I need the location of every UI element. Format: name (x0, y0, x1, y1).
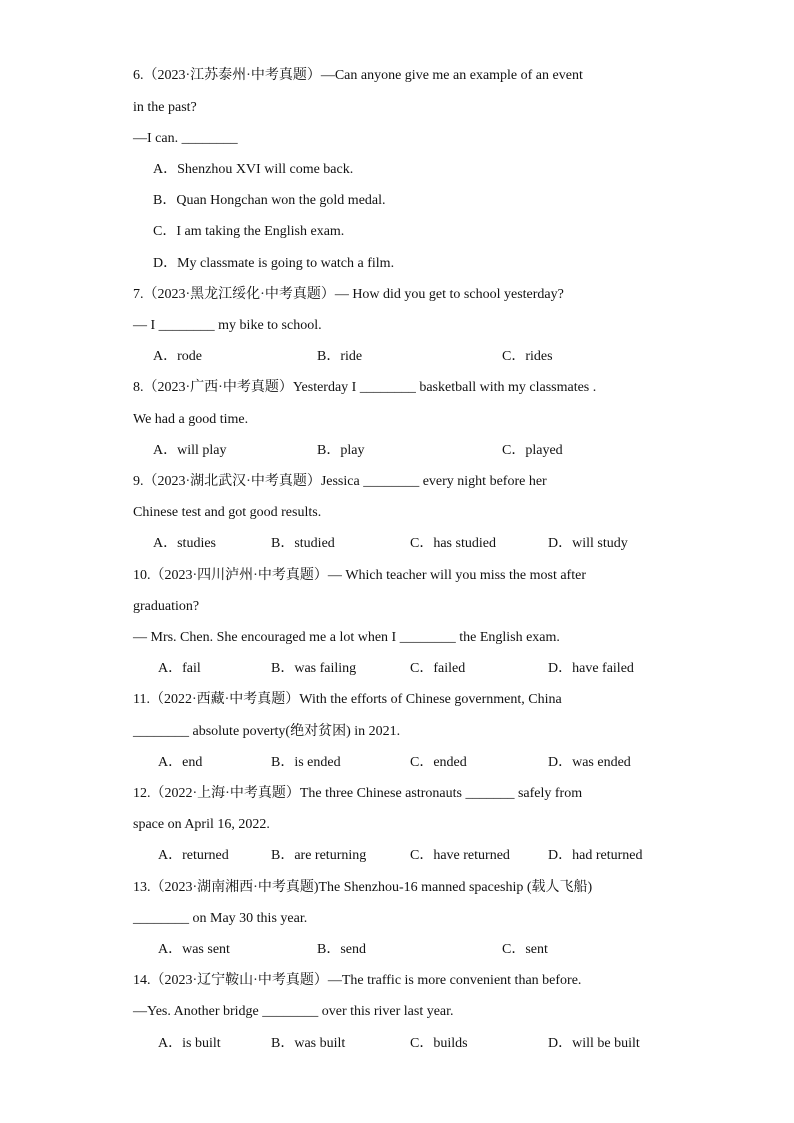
question-14-stem-line-2: —Yes. Another bridge ________ over this river last year. (133, 1004, 454, 1019)
question-13-option-b[interactable]: B．send (317, 942, 366, 957)
question-6-option-c[interactable]: C．I am taking the English exam. (153, 224, 345, 239)
question-12-option-b[interactable]: B．are returning (271, 848, 367, 863)
question-9-option-b[interactable]: B．studied (271, 536, 335, 551)
question-8-stem-line-2: We had a good time. (133, 412, 249, 427)
question-12-option-c[interactable]: C．have returned (410, 848, 510, 863)
question-11-option-b[interactable]: B．is ended (271, 755, 341, 770)
question-13-option-c[interactable]: C．sent (502, 942, 548, 957)
question-6-stem-line-3: —I can. ________ (133, 131, 238, 146)
question-9-option-d[interactable]: D．will study (548, 536, 628, 551)
question-6-stem-line-1: 6.（2023·江苏泰州·中考真题）—Can anyone give me an example of an event (133, 68, 583, 83)
question-13-option-a[interactable]: A．was sent (158, 942, 230, 957)
question-11-stem-line-2: ________ absolute poverty(绝对贫困) in 2021. (133, 724, 401, 739)
question-13-stem-line-2: ________ on May 30 this year. (133, 911, 308, 926)
question-8-option-b[interactable]: B．play (317, 443, 365, 458)
question-10-stem-line-3: — Mrs. Chen. She encouraged me a lot when I ________ the English exam. (133, 630, 560, 645)
question-6-option-a[interactable]: A．Shenzhou XVI will come back. (153, 162, 354, 177)
question-7-option-a[interactable]: A．rode (153, 349, 202, 364)
question-11-stem-line-1: 11.（2022·西藏·中考真题）With the efforts of Chinese government, China (133, 692, 562, 707)
question-7-option-c[interactable]: C．rides (502, 349, 553, 364)
question-14-option-a[interactable]: A．is built (158, 1036, 221, 1051)
question-12-stem-line-1: 12.（2022·上海·中考真题）The three Chinese astronauts _______ safely from (133, 786, 583, 801)
question-6-option-d[interactable]: D．My classmate is going to watch a film. (153, 256, 395, 271)
question-10-option-a[interactable]: A．fail (158, 661, 201, 676)
question-6-option-b[interactable]: B．Quan Hongchan won the gold medal. (153, 193, 386, 208)
question-14-stem-line-1: 14.（2023·辽宁鞍山·中考真题）—The traffic is more convenient than before. (133, 973, 582, 988)
question-10-option-b[interactable]: B．was failing (271, 661, 357, 676)
question-13-stem-line-1: 13.（2023·湖南湘西·中考真题)The Shenzhou-16 manned spaceship (载人飞船) (133, 880, 593, 895)
question-9-stem-line-1: 9.（2023·湖北武汉·中考真题）Jessica ________ every night before her (133, 474, 547, 489)
question-14-option-b[interactable]: B．was built (271, 1036, 346, 1051)
question-14-option-c[interactable]: C．builds (410, 1036, 468, 1051)
question-10-stem-line-2: graduation? (133, 599, 200, 614)
question-10-option-d[interactable]: D．have failed (548, 661, 634, 676)
question-11-option-d[interactable]: D．was ended (548, 755, 631, 770)
question-8-option-c[interactable]: C．played (502, 443, 563, 458)
question-8-option-a[interactable]: A．will play (153, 443, 227, 458)
question-8-stem-line-1: 8.（2023·广西·中考真题）Yesterday I ________ basketball with my classmates . (133, 380, 597, 395)
question-14-option-d[interactable]: D．will be built (548, 1036, 640, 1051)
question-12-option-a[interactable]: A．returned (158, 848, 229, 863)
question-7-stem-line-1: 7.（2023·黑龙江绥化·中考真题）— How did you get to school yesterday? (133, 287, 564, 302)
question-9-stem-line-2: Chinese test and got good results. (133, 505, 322, 520)
question-10-option-c[interactable]: C．failed (410, 661, 466, 676)
question-12-option-d[interactable]: D．had returned (548, 848, 643, 863)
question-7-stem-line-2: — I ________ my bike to school. (133, 318, 322, 333)
question-12-stem-line-2: space on April 16, 2022. (133, 817, 270, 832)
question-11-option-c[interactable]: C．ended (410, 755, 467, 770)
question-9-option-a[interactable]: A．studies (153, 536, 216, 551)
question-6-stem-line-2: in the past? (133, 100, 197, 115)
question-10-stem-line-1: 10.（2023·四川泸州·中考真题）— Which teacher will you miss the most after (133, 568, 586, 583)
question-9-option-c[interactable]: C．has studied (410, 536, 496, 551)
question-7-option-b[interactable]: B．ride (317, 349, 363, 364)
question-11-option-a[interactable]: A．end (158, 755, 203, 770)
